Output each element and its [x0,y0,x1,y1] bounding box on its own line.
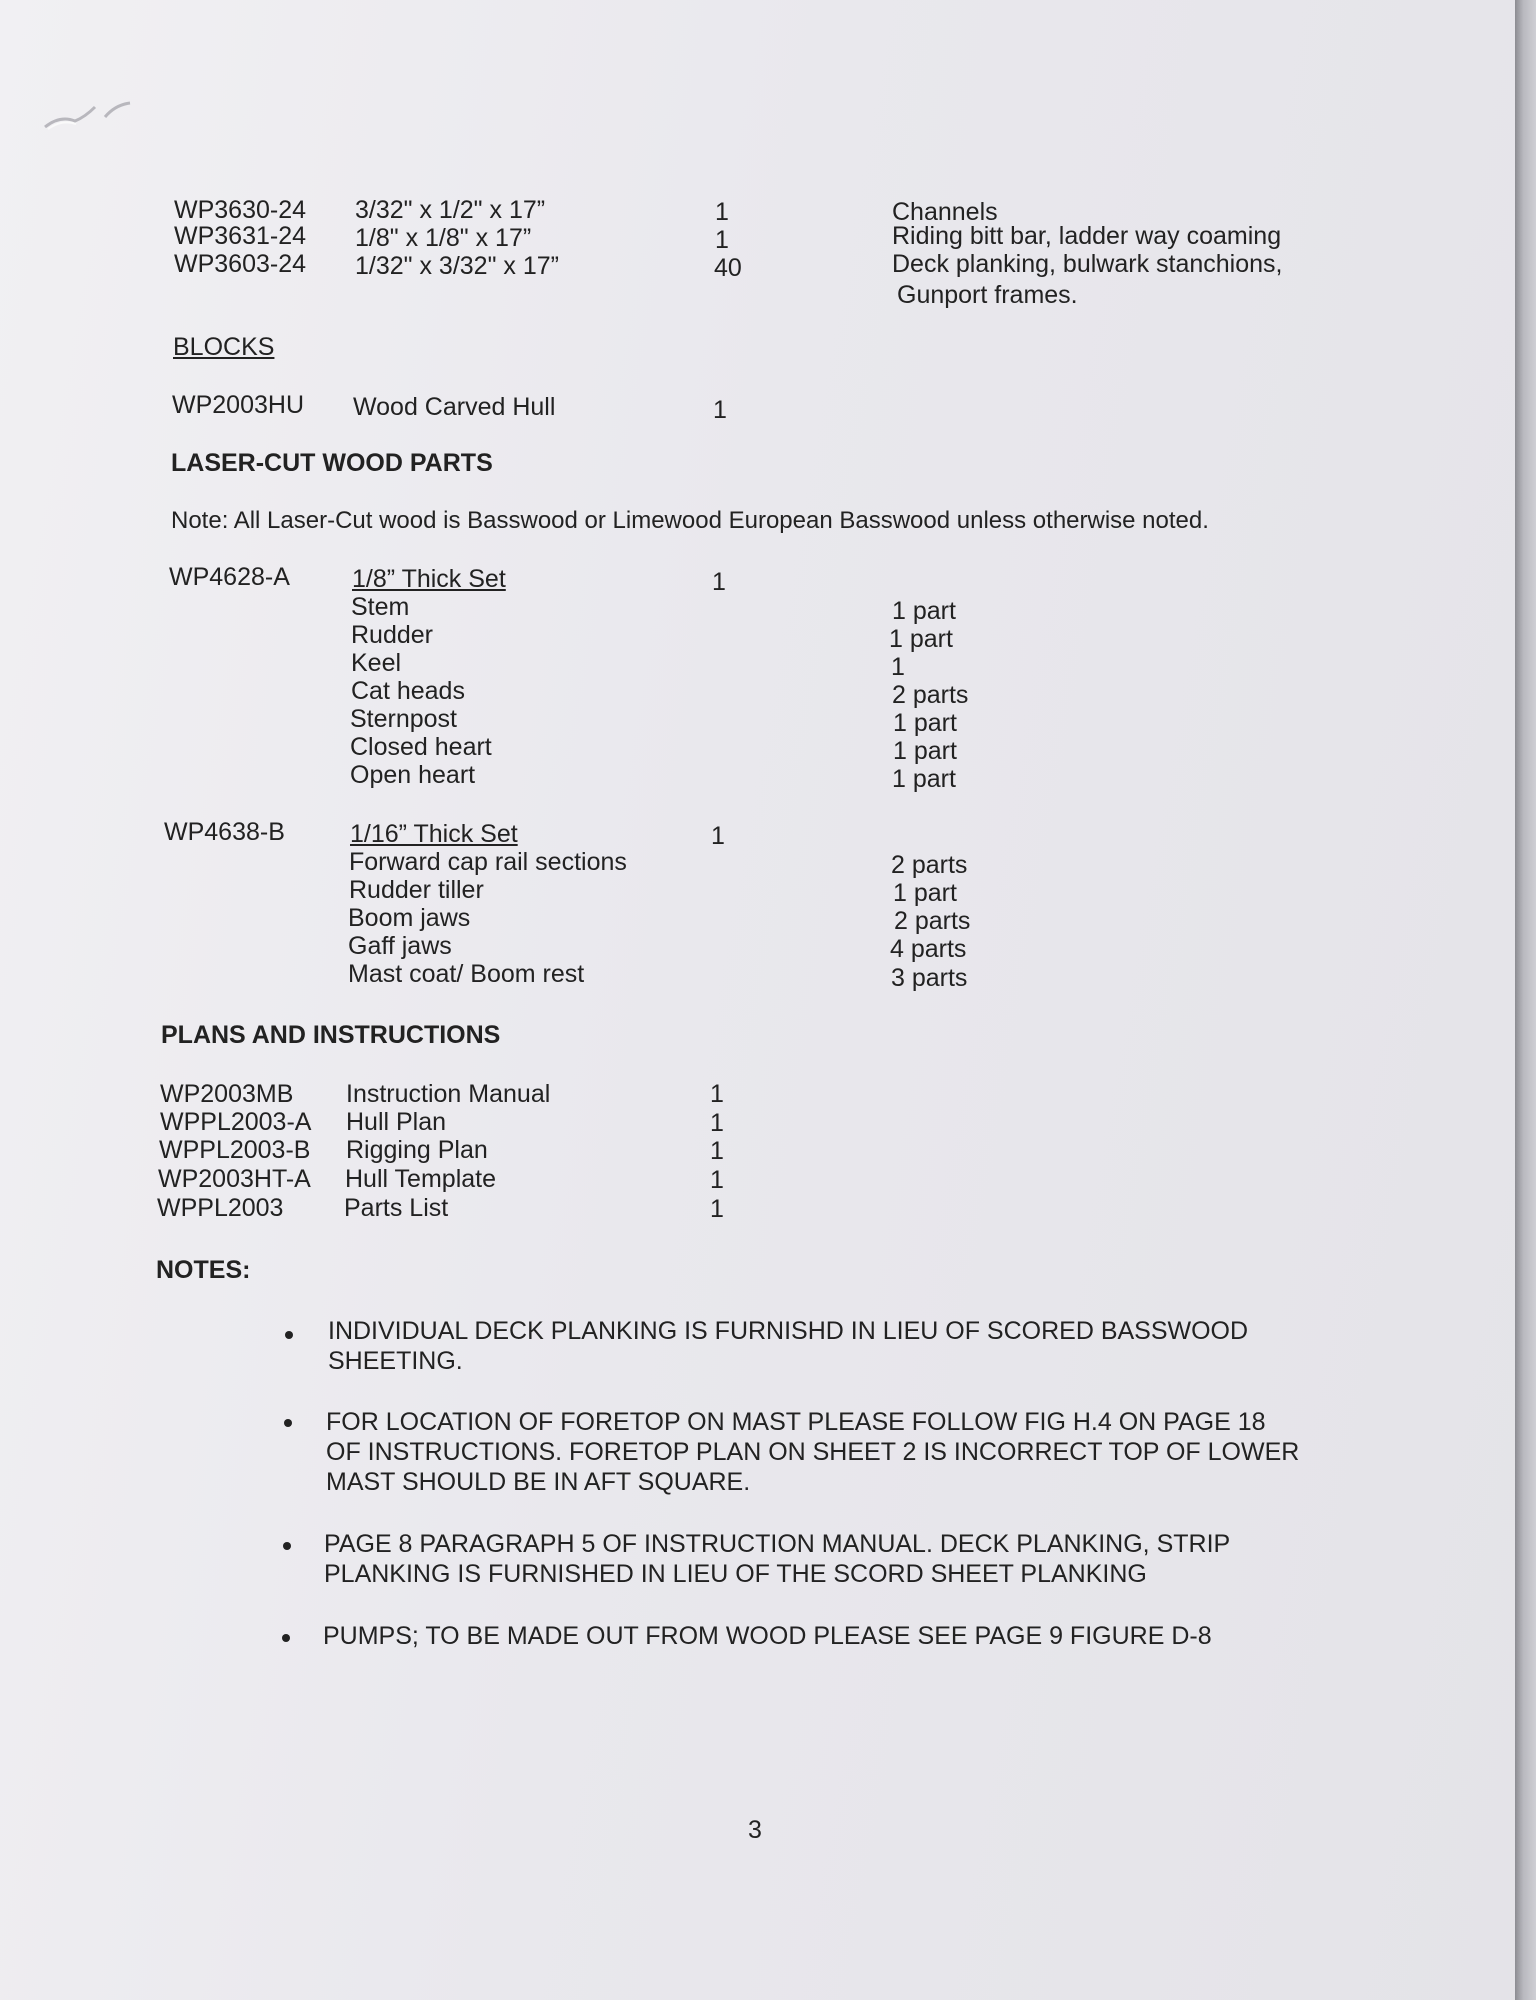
laser-cut-note: Note: All Laser-Cut wood is Basswood or Limewood European Basswood unless otherwise noted. [171,507,1209,534]
part-name: Closed heart [350,733,492,761]
part-name: Mast coat/ Boom rest [348,960,585,988]
part-size: 3/32" x 1/2" x 17” [355,196,546,224]
bullet-point [283,1542,291,1550]
block-description: Wood Carved Hull [353,393,556,421]
part-name: Sternpost [350,705,458,733]
note-line: FOR LOCATION OF FORETOP ON MAST PLEASE FOLLOW FIG H.4 ON PAGE 18 [326,1408,1266,1436]
note-line: SHEETING. [328,1347,463,1375]
plan-code: WPPL2003-B [159,1136,311,1164]
block-qty: 1 [713,396,727,424]
plan-qty: 1 [710,1195,724,1223]
part-description: Deck planking, bulwark stanchions, [892,250,1283,278]
note-line: OF INSTRUCTIONS. FORETOP PLAN ON SHEET 2 IS INCORRECT TOP OF LOWER [326,1438,1300,1466]
block-code: WP2003HU [172,391,304,419]
part-name: Keel [351,649,402,677]
section-heading-laser-cut: LASER-CUT WOOD PARTS [171,449,493,477]
plan-code: WP2003MB [160,1080,294,1108]
part-qty: 1 [715,226,729,254]
page-edge-shadow [1515,0,1536,2000]
part-description: Channels [892,198,998,226]
part-count: 4 parts [890,935,967,963]
part-name: Rudder tiller [349,876,484,904]
bullet-point [285,1331,293,1339]
part-count: 1 part [893,709,957,737]
part-description-continued: Gunport frames. [897,281,1078,309]
part-count: 1 [891,653,905,681]
set-title: 1/16” Thick Set [350,820,518,848]
plan-qty: 1 [710,1080,724,1108]
plan-description: Instruction Manual [346,1080,551,1108]
set-code: WP4628-A [169,563,290,591]
part-count: 1 part [889,625,953,653]
part-code: WP3631-24 [174,222,307,250]
set-title: 1/8” Thick Set [352,565,506,593]
plan-description: Parts List [344,1194,449,1222]
set-qty: 1 [711,822,725,850]
note-line: MAST SHOULD BE IN AFT SQUARE. [326,1468,751,1496]
part-name: Gaff jaws [348,932,452,960]
plan-description: Rigging Plan [346,1136,488,1164]
note-line: PUMPS; TO BE MADE OUT FROM WOOD PLEASE SEE PAGE 9 FIGURE D-8 [323,1622,1212,1650]
part-size: 1/32" x 3/32" x 17” [355,252,559,280]
part-count: 1 part [892,765,956,793]
part-name: Cat heads [351,677,465,705]
paper-crease-mark [40,95,135,135]
part-name: Rudder [351,621,433,649]
part-size: 1/8" x 1/8" x 17” [355,224,532,252]
plan-code: WPPL2003 [157,1194,284,1222]
note-line: PLANKING IS FURNISHED IN LIEU OF THE SCORD SHEET PLANKING [324,1560,1147,1588]
plan-code: WPPL2003-A [160,1108,312,1136]
part-name: Forward cap rail sections [349,848,627,876]
part-count: 1 part [893,879,957,907]
part-name: Boom jaws [348,904,471,932]
section-heading-plans: PLANS AND INSTRUCTIONS [161,1021,501,1049]
part-name: Open heart [350,761,476,789]
plan-qty: 1 [710,1137,724,1165]
bullet-point [282,1634,290,1642]
bullet-point [284,1419,292,1427]
plan-description: Hull Plan [346,1108,447,1136]
part-code: WP3603-24 [174,250,307,278]
section-heading-blocks: BLOCKS [173,333,275,361]
part-name: Stem [351,593,410,621]
plan-qty: 1 [710,1166,724,1194]
part-count: 2 parts [892,681,969,709]
part-description: Riding bitt bar, ladder way coaming [892,222,1282,250]
plan-description: Hull Template [345,1165,497,1193]
note-line: PAGE 8 PARAGRAPH 5 OF INSTRUCTION MANUAL. DECK PLANKING, STRIP [324,1530,1231,1558]
part-count: 3 parts [891,964,968,992]
part-count: 1 part [893,737,957,765]
part-count: 2 parts [894,907,971,935]
part-code: WP3630-24 [174,196,307,224]
plan-qty: 1 [710,1109,724,1137]
set-code: WP4638-B [164,818,285,846]
set-qty: 1 [712,568,726,596]
part-count: 1 part [892,597,956,625]
section-heading-notes: NOTES: [156,1256,251,1284]
part-count: 2 parts [891,851,968,879]
note-line: INDIVIDUAL DECK PLANKING IS FURNISHD IN LIEU OF SCORED BASSWOOD [328,1317,1249,1345]
part-qty: 40 [714,254,742,282]
part-qty: 1 [715,198,729,226]
page-number: 3 [748,1816,762,1844]
plan-code: WP2003HT-A [158,1165,311,1193]
